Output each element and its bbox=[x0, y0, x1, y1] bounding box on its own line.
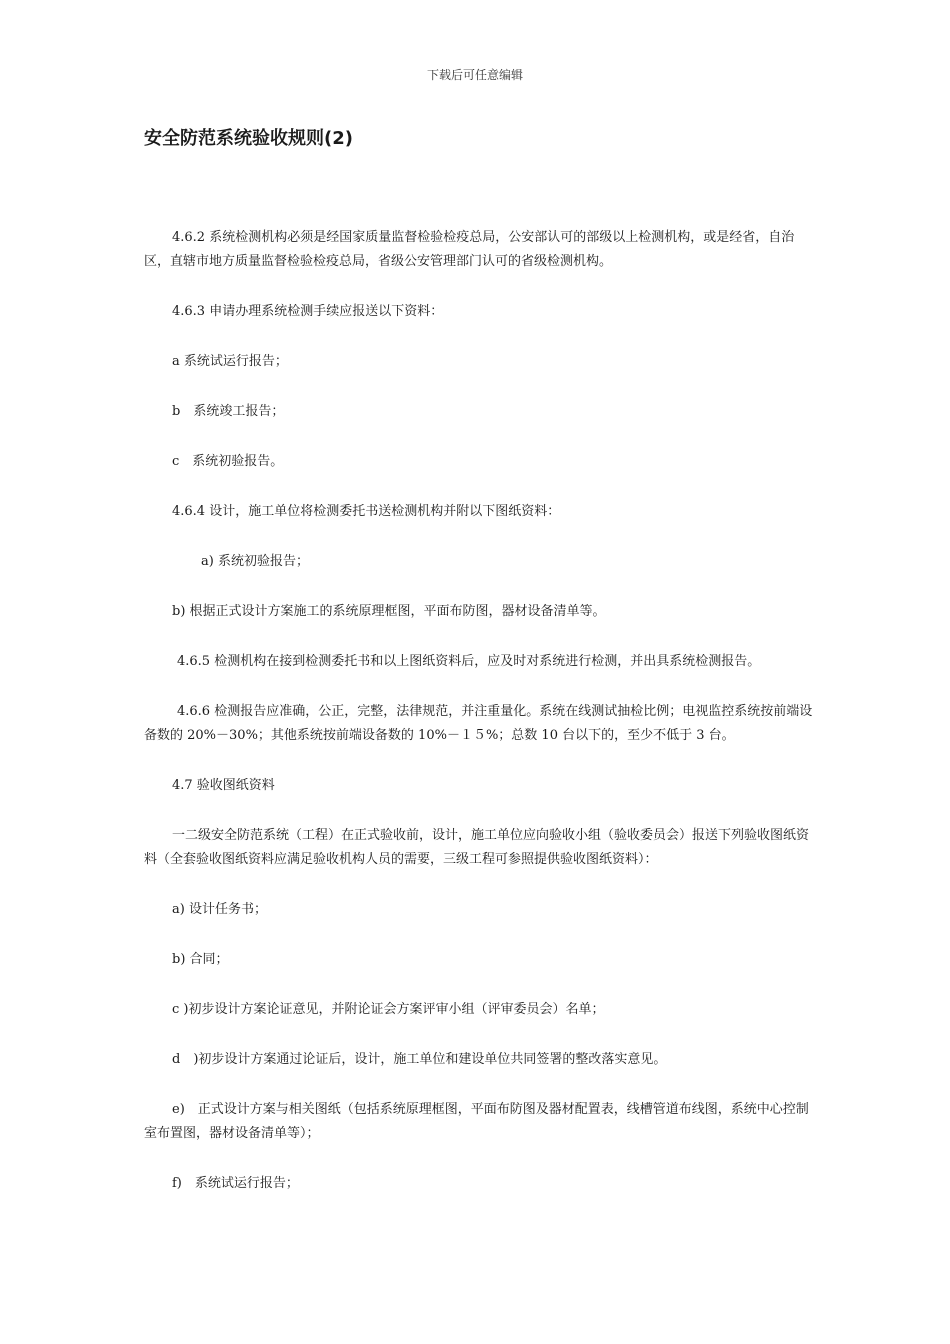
paragraph-4-6-4: 4.6.4 设计，施工单位将检测委托书送检测机构并附以下图纸资料： bbox=[172, 504, 561, 519]
list-item-a-initial-report: a) 系统初验报告； bbox=[201, 554, 309, 569]
list-item-trial-report: f) 系统试运行报告； bbox=[172, 1176, 299, 1191]
list-item-design-task: a) 设计任务书； bbox=[172, 902, 267, 917]
list-item-formal-design: e) 正式设计方案与相关图纸（包括系统原理框图，平面布防图及器材配置表，线槽管道布线图，系统中心控制室布置图，器材设备清单等）； bbox=[144, 1102, 809, 1141]
paragraph-4-6-2: 4.6.2 系统检测机构必须是经国家质量监督检验检疫总局，公安部认可的部级以上检测机构，或是经省，自治区，直辖市地方质量监督检验检疫总局，省级公安管理部门认可的省级检测机构。 bbox=[144, 230, 795, 269]
paragraph-4-6-3: 4.6.3 申请办理系统检测手续应报送以下资料： bbox=[172, 304, 444, 319]
paragraph-acceptance-docs: 一二级安全防范系统（工程）在正式验收前，设计，施工单位应向验收小组（验收委员会）报送下列验收图纸资料（全套验收图纸资料应满足验收机构人员的需要，三级工程可参照提供验收图纸资料）： bbox=[144, 828, 810, 867]
list-item-c: c 系统初验报告。 bbox=[172, 454, 284, 469]
paragraph-4-6-6: 4.6.6 检测报告应准确，公正，完整，法律规范，并注重量化。系统在线测试抽检比例；电视监控系统按前端设备数的 20%－30%；其他系统按前端设备数的 10%－１５%；总数 10 台以下的，至少不低于 3 台。 bbox=[144, 704, 813, 743]
page-header-note: 下载后可任意编辑 bbox=[426, 68, 523, 82]
list-item-a: a 系统试运行报告； bbox=[172, 354, 288, 369]
list-item-rectification: d )初步设计方案通过论证后，设计，施工单位和建设单位共同签署的整改落实意见。 bbox=[172, 1052, 667, 1067]
section-heading-4-7: 4.7 验收图纸资料 bbox=[172, 778, 275, 793]
list-item-contract: b) 合同； bbox=[172, 952, 229, 967]
document-body bbox=[144, 226, 814, 1222]
list-item-b: b 系统竣工报告； bbox=[172, 404, 285, 419]
document-title: 安全防范系统验收规则(2) bbox=[144, 128, 353, 149]
list-item-preliminary-opinion: c )初步设计方案论证意见，并附论证会方案评审小组（评审委员会）名单； bbox=[172, 1002, 605, 1017]
list-item-b-diagrams: b) 根据正式设计方案施工的系统原理框图，平面布防图，器材设备清单等。 bbox=[172, 604, 606, 619]
paragraph-4-6-5: 4.6.5 检测机构在接到检测委托书和以上图纸资料后，应及时对系统进行检测，并出具系统检测报告。 bbox=[177, 654, 761, 669]
